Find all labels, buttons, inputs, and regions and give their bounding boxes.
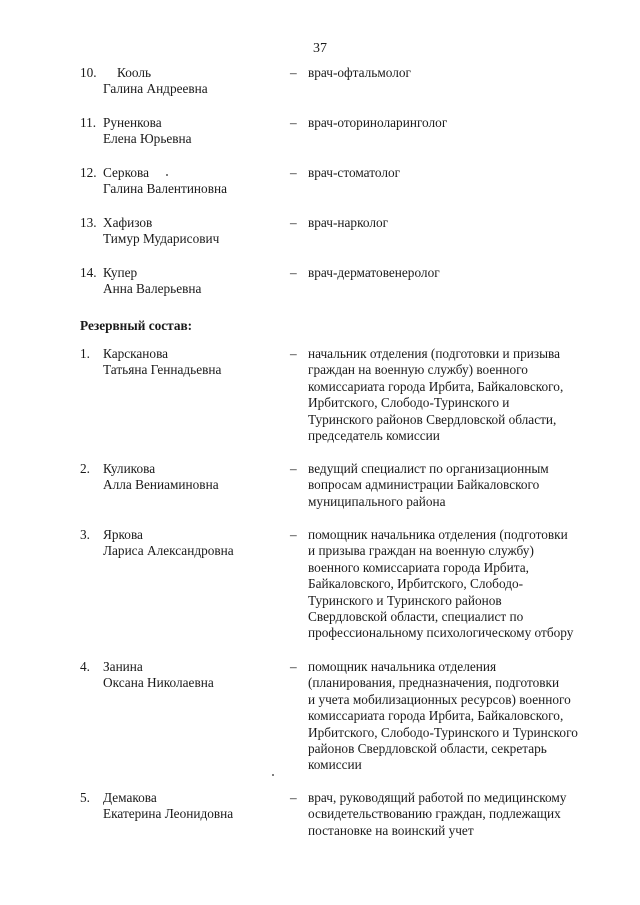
surname: Карсканова (103, 346, 169, 361)
person-name (103, 346, 221, 379)
role-line: освидетельствованию граждан, подлежащих (308, 806, 561, 822)
given-name: Татьяна Геннадьевна (103, 362, 222, 378)
dash: – (290, 65, 297, 80)
scan-speck (272, 774, 274, 776)
role-line: врач, руководящий работой по медицинскому (308, 790, 567, 805)
role-line: комиссариата города Ирбита, Байкаловского, (308, 378, 564, 394)
surname: Занина (103, 659, 143, 674)
role (308, 659, 618, 774)
role-line: Ирбитского, Слободо-Туринского и (308, 395, 510, 411)
given-name: Елена Юрьевна (103, 131, 192, 147)
section-heading: Резервный состав: (80, 318, 193, 333)
role-line: помощник начальника отделения (308, 659, 497, 674)
role-line: Ирбитского, Слободо-Туринского и Туринского (308, 724, 578, 740)
item-number: 13. (80, 215, 97, 230)
role-line: профессиональному психологическому отбору (308, 625, 574, 641)
page-number: 37 (313, 41, 327, 56)
role (308, 527, 618, 642)
given-name: Екатерина Леонидовна (103, 806, 234, 822)
person-name (103, 659, 214, 692)
role (308, 115, 618, 131)
dash: – (290, 115, 297, 130)
item-number: 4. (80, 659, 90, 674)
item-number: 3. (80, 527, 90, 542)
item-number: 5. (80, 790, 90, 805)
role-line: муниципального района (308, 493, 446, 509)
role-line: ведущий специалист по организационным (308, 461, 549, 476)
person-name (103, 65, 208, 98)
role-line: врач-оториноларинголог (308, 115, 448, 130)
person-name (103, 461, 219, 494)
surname: Яркова (103, 527, 143, 542)
role-line: комиссии (308, 757, 362, 773)
role (308, 461, 618, 510)
role-line: врач-офтальмолог (308, 65, 411, 80)
person-name (103, 215, 219, 248)
role-line: и призыва граждан на военную службу) (308, 543, 534, 559)
item-number: 14. (80, 265, 97, 280)
role-line: начальник отделения (подготовки и призыва (308, 346, 561, 361)
dash: – (290, 790, 297, 805)
dash: – (290, 265, 297, 280)
role-line: военного комиссариата города Ирбита, (308, 559, 529, 575)
role-line: постановке на воинский учет (308, 822, 474, 838)
role (308, 215, 618, 231)
role-line: граждан на военную службу) военного (308, 362, 528, 378)
person-name (103, 527, 234, 560)
given-name: Оксана Николаевна (103, 675, 214, 691)
role-line: Туринского районов Свердловской области, (308, 411, 557, 427)
dash: – (290, 527, 297, 542)
item-number: 10. (80, 65, 97, 80)
role-line: помощник начальника отделения (подготовки (308, 527, 568, 542)
person-name (103, 265, 201, 298)
role (308, 65, 618, 81)
role (308, 265, 618, 281)
role-line: Свердловской области, специалист по (308, 609, 524, 625)
role-line: и учета мобилизационных ресурсов) военного (308, 691, 571, 707)
role-line: председатель комиссии (308, 428, 440, 444)
surname: Кооль (117, 65, 152, 80)
given-name: Лариса Александровна (103, 543, 234, 559)
dash: – (290, 215, 297, 230)
given-name: Галина Валентиновна (103, 181, 227, 197)
role (308, 790, 618, 839)
surname: Купер (103, 265, 138, 280)
dash: – (290, 659, 297, 674)
surname: Демакова (103, 790, 157, 805)
scan-speck (166, 174, 168, 176)
role (308, 346, 618, 444)
role-line: Байкаловского, Ирбитского, Слободо- (308, 576, 524, 592)
role-line: вопросам администрации Байкаловского (308, 477, 540, 493)
dash: – (290, 461, 297, 476)
surname: Руненкова (103, 115, 162, 130)
person-name (103, 790, 233, 823)
given-name: Алла Вениаминовна (103, 477, 219, 493)
surname: Хафизов (103, 215, 153, 230)
item-number: 12. (80, 165, 97, 180)
surname: Серкова (103, 165, 150, 180)
given-name: Тимур Мударисович (103, 231, 220, 247)
person-name (103, 115, 192, 148)
item-number: 11. (80, 115, 97, 130)
role-line: врач-нарколог (308, 215, 389, 230)
dash: – (290, 346, 297, 361)
surname: Куликова (103, 461, 156, 476)
dash: – (290, 165, 297, 180)
role-line: (планирования, предназначения, подготовки (308, 675, 560, 691)
item-number: 1. (80, 346, 90, 361)
role-line: врач-стоматолог (308, 165, 401, 180)
item-number: 2. (80, 461, 90, 476)
role-line: Туринского и Туринского районов (308, 592, 502, 608)
given-name: Галина Андреевна (103, 81, 208, 97)
role-line: районов Свердловской области, секретарь (308, 741, 547, 757)
person-name (103, 165, 227, 198)
role-line: врач-дерматовенеролог (308, 265, 440, 280)
given-name: Анна Валерьевна (103, 281, 202, 297)
role-line: комиссариата города Ирбита, Байкаловского, (308, 708, 564, 724)
role (308, 165, 618, 181)
